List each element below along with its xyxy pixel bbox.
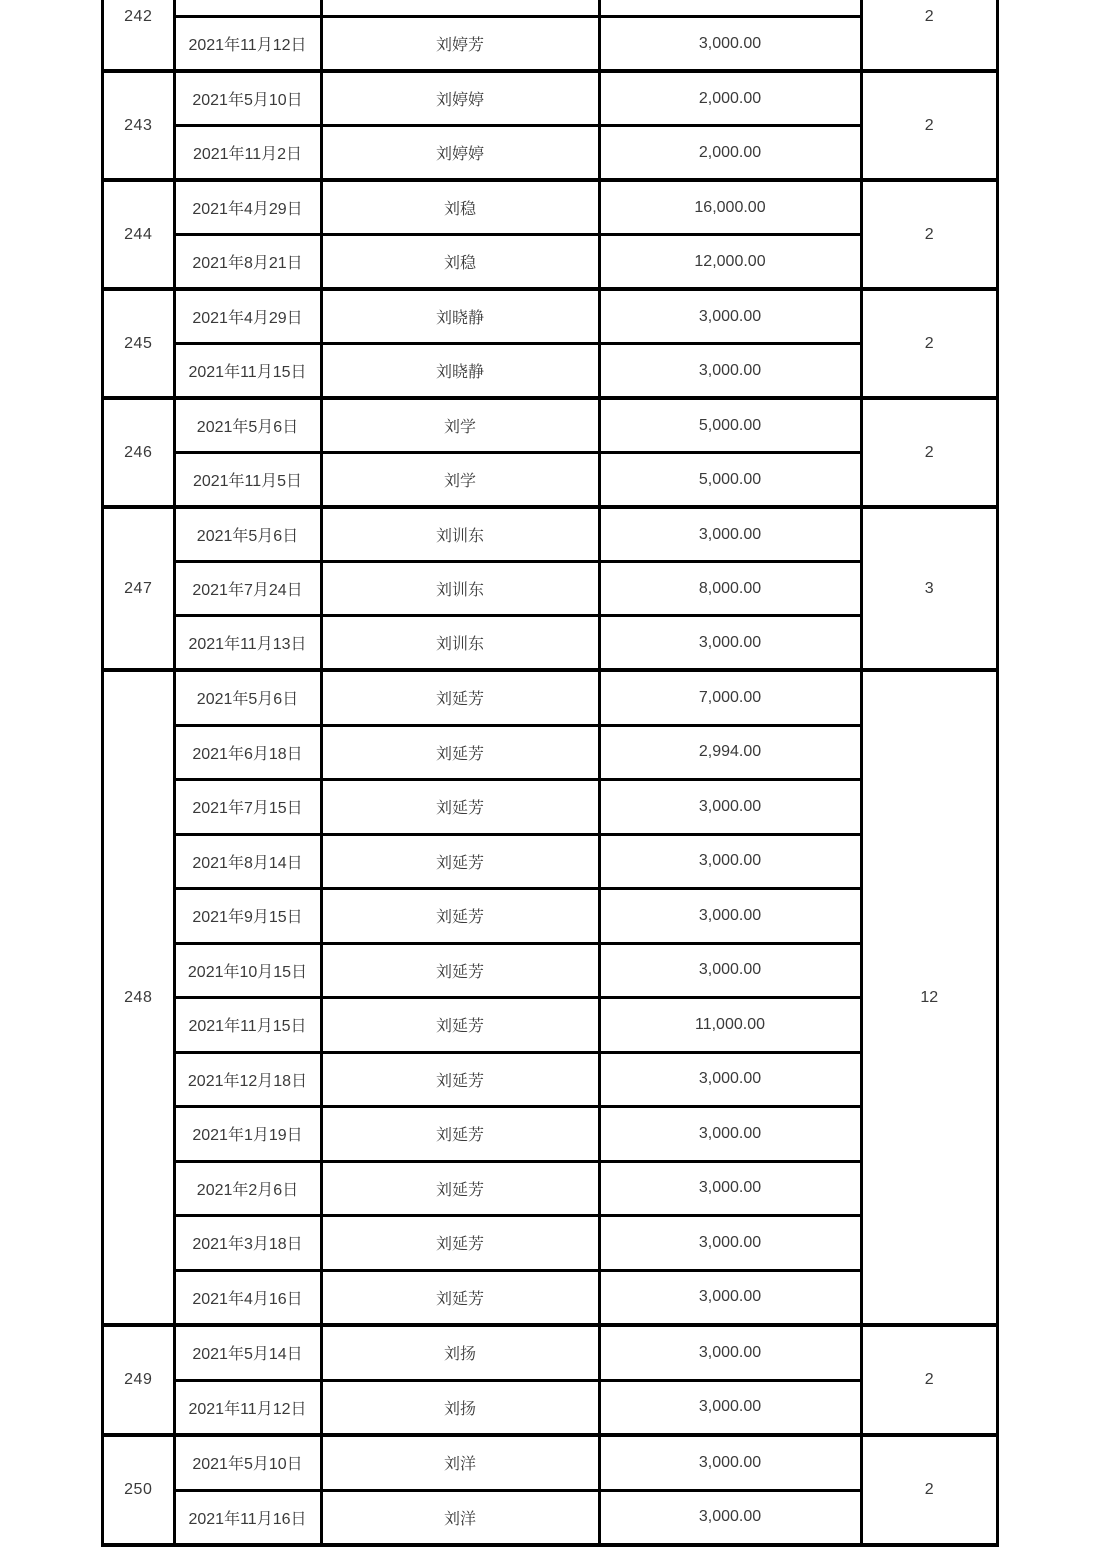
amount-cell: 3,000.00: [601, 890, 863, 942]
date-cell: 2021年11月2日: [176, 127, 323, 178]
table-row-group: [104, 0, 996, 69]
entry-row: [176, 509, 863, 560]
amount-cell: 3,000.00: [601, 1382, 863, 1434]
entry-row: [176, 1489, 863, 1544]
name-cell: 刘婷婷: [323, 127, 601, 178]
date-cell: 2021年2月6日: [176, 1163, 323, 1215]
count-cell: 2: [924, 225, 934, 243]
row-number-cell: 248: [104, 672, 176, 1323]
date-cell: 2021年4月16日: [176, 1272, 323, 1324]
table-row-group: [104, 69, 996, 178]
date-cell: 2021年1月19日: [176, 1108, 323, 1160]
date-cell: 2021年5月10日: [176, 73, 323, 124]
date-cell: 2021年11月16日: [176, 1492, 323, 1544]
amount-cell: 5,000.00: [601, 454, 863, 505]
date-cell: 2021年5月10日: [176, 1437, 323, 1489]
amount-cell: 3,000.00: [601, 1437, 863, 1489]
name-cell: 刘延芳: [323, 999, 601, 1051]
date-cell: 2021年7月15日: [176, 781, 323, 833]
entries-column: [176, 672, 863, 1323]
name-cell: 刘扬: [323, 1327, 601, 1379]
entry-row: [176, 887, 863, 942]
date-cell: 2021年4月29日: [176, 291, 323, 342]
name-cell: 刘稳: [323, 182, 601, 233]
date-cell: 2021年10月15日: [176, 945, 323, 997]
count-cell: 2: [924, 334, 934, 352]
count-cell: 12: [920, 988, 939, 1006]
name-cell: 刘晓静: [323, 345, 601, 396]
table-row-group: [104, 396, 996, 505]
row-number-cell: 244: [104, 182, 176, 287]
amount-cell: 3,000.00: [601, 1492, 863, 1544]
date-cell: 2021年9月15日: [176, 890, 323, 942]
date-cell: 2021年11月5日: [176, 454, 323, 505]
name-cell: 刘稳: [323, 236, 601, 287]
entry-row: [176, 1214, 863, 1269]
entries-column: [176, 509, 863, 668]
entry-row: [176, 833, 863, 888]
table-row-group: [104, 178, 996, 287]
row-number-cell: 245: [104, 291, 176, 396]
entries-column: [176, 1327, 863, 1433]
amount-cell: 7,000.00: [601, 672, 863, 724]
amount-cell: 16,000.00: [601, 182, 863, 233]
entry-row: [176, 73, 863, 124]
amount-cell: 3,000.00: [601, 345, 863, 396]
amount-cell: 8,000.00: [601, 563, 863, 614]
name-cell: 刘训东: [323, 563, 601, 614]
entry-row: [176, 1379, 863, 1434]
name-cell: 刘扬: [323, 1382, 601, 1434]
entry-row: [176, 1051, 863, 1106]
date-cell: 2021年11月15日: [176, 345, 323, 396]
name-cell: 刘训东: [323, 617, 601, 668]
date-cell: 2021年5月14日: [176, 1327, 323, 1379]
date-cell: 2021年5月6日: [176, 400, 323, 451]
count-cell: 2: [924, 1481, 934, 1498]
row-number-cell: 246: [104, 400, 176, 505]
row-number-cell: 242: [104, 0, 176, 69]
name-cell: 刘训东: [323, 509, 601, 560]
date-cell: 2021年11月15日: [176, 999, 323, 1051]
name-cell: 刘延芳: [323, 1054, 601, 1106]
entry-row: [176, 1160, 863, 1215]
entry-row: [176, 400, 863, 451]
entry-row: [176, 291, 863, 342]
amount-cell: 3,000.00: [601, 1272, 863, 1324]
count-cell: 2: [924, 7, 934, 25]
amount-cell: 3,000.00: [601, 1217, 863, 1269]
entry-row: [176, 15, 863, 69]
date-cell: 2021年8月21日: [176, 236, 323, 287]
entries-column: [176, 400, 863, 505]
count-cell: 3: [924, 579, 934, 597]
entry-row: [176, 560, 863, 614]
table-row-group: [104, 668, 996, 1323]
entry-row: [176, 342, 863, 396]
entry-row: [176, 724, 863, 779]
row-number-cell: 243: [104, 73, 176, 178]
count-cell: 2: [924, 1371, 934, 1388]
entry-row: [176, 996, 863, 1051]
date-cell: 2021年12月18日: [176, 1054, 323, 1106]
donation-records-table: [101, 0, 999, 1547]
name-cell: 刘延芳: [323, 836, 601, 888]
entry-row: [176, 451, 863, 505]
date-cell: 2021年5月6日: [176, 672, 323, 724]
entries-column: [176, 73, 863, 178]
count-cell: 2: [924, 443, 934, 461]
amount-cell: 3,000.00: [601, 781, 863, 833]
amount-cell: 3,000.00: [601, 509, 863, 560]
entry-row: [176, 1105, 863, 1160]
entry-row: [176, 1269, 863, 1324]
name-cell: 刘晓静: [323, 291, 601, 342]
row-number-cell: 250: [104, 1437, 176, 1543]
date-cell: 2021年4月29日: [176, 182, 323, 233]
amount-cell: 2,000.00: [601, 127, 863, 178]
name-cell: 刘婷芳: [323, 18, 601, 69]
date-cell: 2021年6月18日: [176, 727, 323, 779]
date-cell: 2021年5月6日: [176, 509, 323, 560]
name-cell: 刘延芳: [323, 727, 601, 779]
amount-cell: 12,000.00: [601, 236, 863, 287]
name-cell: 刘延芳: [323, 1272, 601, 1324]
amount-cell: [601, 0, 863, 15]
name-cell: 刘延芳: [323, 781, 601, 833]
date-cell: [176, 0, 323, 15]
entries-column: [176, 291, 863, 396]
date-cell: 2021年11月12日: [176, 1382, 323, 1434]
amount-cell: 3,000.00: [601, 1054, 863, 1106]
entry-row: [176, 233, 863, 287]
name-cell: 刘洋: [323, 1437, 601, 1489]
name-cell: 刘婷婷: [323, 73, 601, 124]
name-cell: 刘延芳: [323, 672, 601, 724]
amount-cell: 3,000.00: [601, 945, 863, 997]
date-cell: 2021年7月24日: [176, 563, 323, 614]
amount-cell: 3,000.00: [601, 1163, 863, 1215]
entry-row: [176, 1327, 863, 1379]
amount-cell: 3,000.00: [601, 291, 863, 342]
name-cell: 刘学: [323, 400, 601, 451]
amount-cell: 3,000.00: [601, 1108, 863, 1160]
name-cell: 刘延芳: [323, 1108, 601, 1160]
name-cell: 刘洋: [323, 1492, 601, 1544]
amount-cell: 3,000.00: [601, 1327, 863, 1379]
table-row-group: [104, 505, 996, 668]
row-number-cell: 247: [104, 509, 176, 668]
name-cell: [323, 0, 601, 15]
entry-row: [176, 124, 863, 178]
table-row-group: [104, 287, 996, 396]
date-cell: 2021年3月18日: [176, 1217, 323, 1269]
row-number-cell: 249: [104, 1327, 176, 1433]
date-cell: 2021年8月14日: [176, 836, 323, 888]
amount-cell: 2,994.00: [601, 727, 863, 779]
entry-row: [176, 1437, 863, 1489]
name-cell: 刘延芳: [323, 890, 601, 942]
amount-cell: 5,000.00: [601, 400, 863, 451]
table-row-group: [104, 1433, 996, 1543]
date-cell: 2021年11月12日: [176, 18, 323, 69]
entries-column: [176, 182, 863, 287]
amount-cell: 3,000.00: [601, 617, 863, 668]
amount-cell: 3,000.00: [601, 18, 863, 69]
name-cell: 刘延芳: [323, 1163, 601, 1215]
entry-row: [176, 182, 863, 233]
name-cell: 刘延芳: [323, 1217, 601, 1269]
entry-row: [176, 672, 863, 724]
amount-cell: 11,000.00: [601, 999, 863, 1051]
entries-column: [176, 0, 863, 69]
name-cell: 刘延芳: [323, 945, 601, 997]
entry-row: [176, 0, 863, 15]
amount-cell: 2,000.00: [601, 73, 863, 124]
entry-row: [176, 778, 863, 833]
date-cell: 2021年11月13日: [176, 617, 323, 668]
entry-row: [176, 614, 863, 668]
entries-column: [176, 1437, 863, 1543]
count-cell: 2: [924, 116, 934, 134]
amount-cell: 3,000.00: [601, 836, 863, 888]
name-cell: 刘学: [323, 454, 601, 505]
entry-row: [176, 942, 863, 997]
table-row-group: [104, 1323, 996, 1433]
